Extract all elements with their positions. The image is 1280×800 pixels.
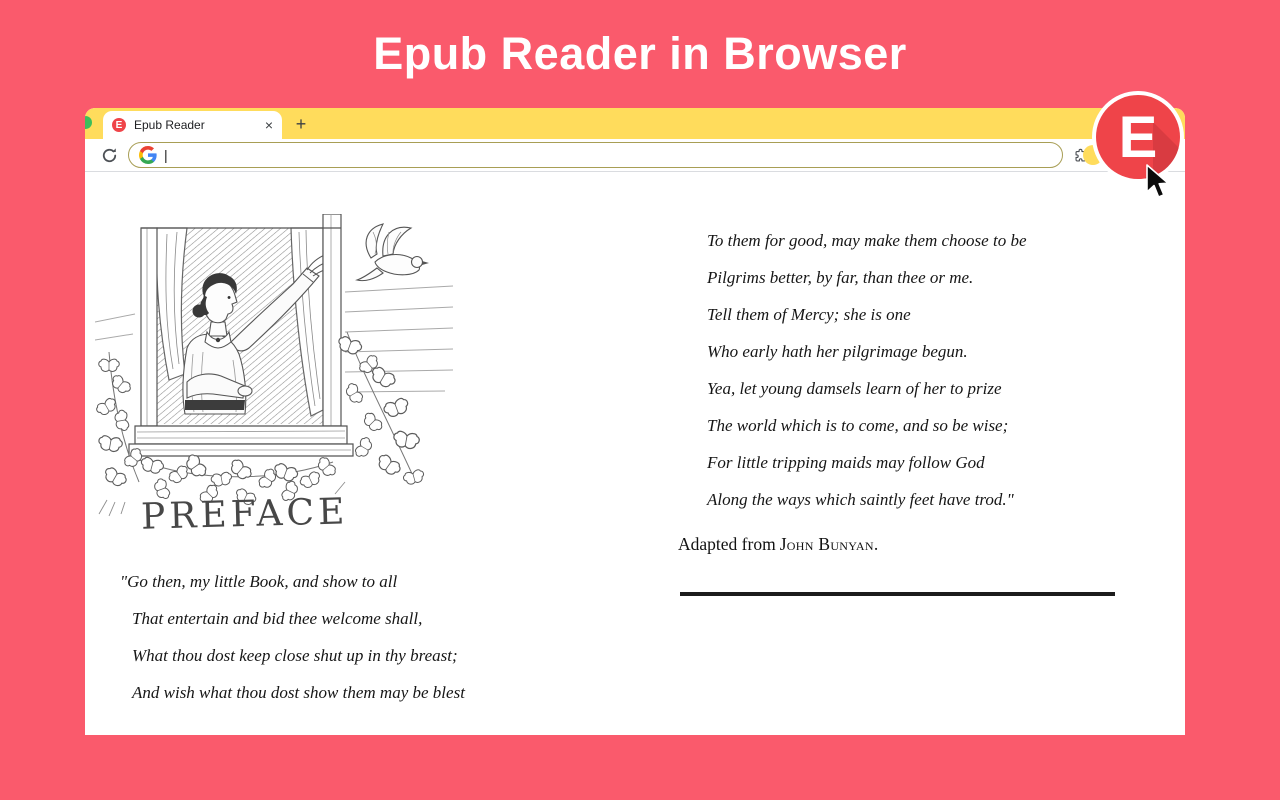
mouse-cursor-icon [1144,163,1176,203]
reader-content [85,172,1185,735]
attribution-author: John Bunyan. [779,534,879,554]
new-tab-button[interactable]: + [290,113,312,135]
right-page-column [675,222,1135,596]
right-stanza [675,222,1135,518]
poem-line: For little tripping maids may follow God [707,453,985,472]
poem-line: The world which is to come, and so be wise; [707,416,1009,435]
page-title: Epub Reader in Browser [373,28,907,79]
epub-favicon-icon: E [112,118,126,132]
poem-line: What thou dost keep close shut up in thy breast; [132,646,458,665]
poem-line: To them for good, may make them choose to be [707,231,1027,250]
address-bar[interactable] [128,142,1063,168]
tab-title: Epub Reader [134,118,205,132]
poem-line: "Go then, my little Book, and show to all [120,572,398,591]
browser-toolbar [85,139,1185,171]
attribution [675,534,1135,555]
poem-line: And wish what thou dost show them may be blest [132,683,465,702]
browser-window [85,108,1185,735]
text-cursor: | [164,147,168,163]
google-icon [139,146,157,164]
poem-line: Yea, let young damsels learn of her to prize [707,379,1002,398]
reload-button[interactable] [97,143,121,167]
left-stanza [95,563,515,711]
poem-line: Tell them of Mercy; she is one [707,305,911,324]
tab-bar [85,108,1185,139]
tab-close-icon[interactable]: × [264,117,273,133]
poem-line: Along the ways which saintly feet have trod." [707,490,1014,509]
attribution-prefix: Adapted from [678,534,776,554]
logo-letter: E [1118,105,1158,170]
left-page-column [95,214,515,711]
poem-line: Who early hath her pilgrimage begun. [707,342,968,361]
section-divider-rule [680,592,1115,596]
traffic-light-green[interactable] [85,116,92,129]
poem-line: That entertain and bid thee welcome shall, [132,609,423,628]
preface-illustration [95,214,455,544]
browser-tab[interactable] [103,111,282,139]
poem-line: Pilgrims better, by far, than thee or me. [707,268,974,287]
illustration-caption: PREFACE [140,491,349,538]
reload-icon [101,147,118,164]
